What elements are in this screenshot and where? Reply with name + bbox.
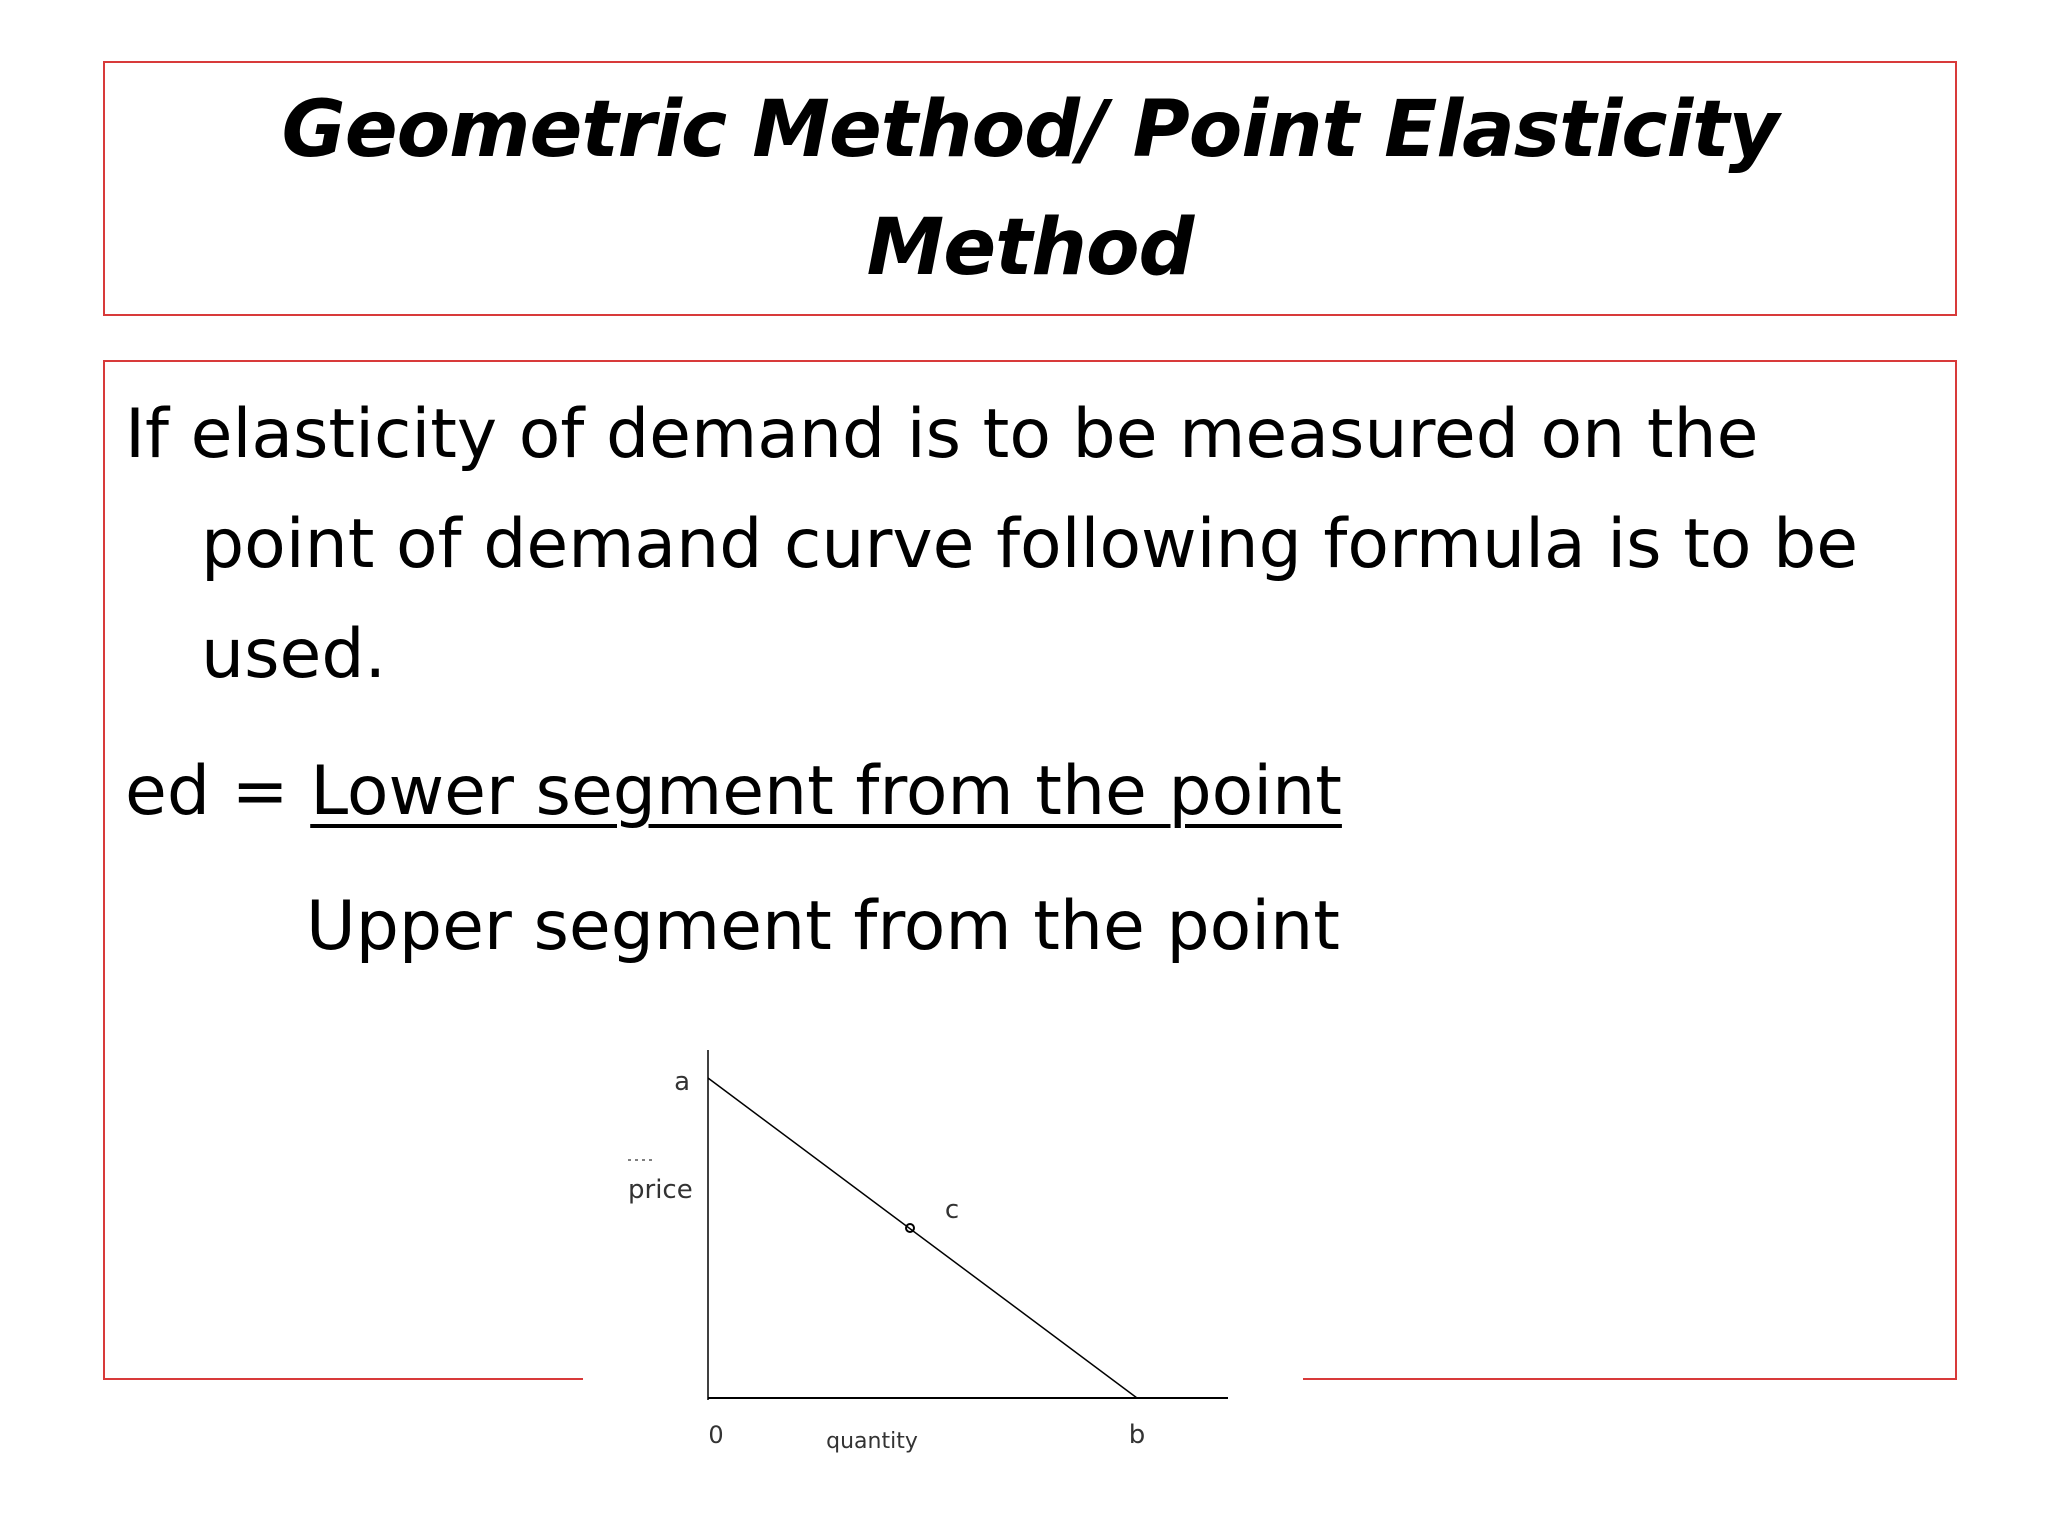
label-point-a: a xyxy=(674,1067,690,1097)
demand-curve-diagram xyxy=(560,1030,1260,1500)
formula-lhs: ed = xyxy=(125,752,311,831)
slide-title: Geometric Method/ Point Elasticity Method xyxy=(281,84,1779,293)
x-axis-label: quantity xyxy=(826,1429,918,1454)
formula-numerator: Lower segment from the point xyxy=(310,752,1342,831)
formula-denominator: Upper segment from the point xyxy=(306,887,1340,966)
title-box xyxy=(103,61,1957,316)
definition-paragraph: If elasticity of demand is to be measured on the point of demand curve following formula is to be used. xyxy=(125,395,1859,694)
label-origin: 0 xyxy=(708,1421,724,1449)
y-axis-label: price xyxy=(628,1175,693,1205)
label-point-c: c xyxy=(944,1195,960,1225)
elasticity-formula xyxy=(125,737,1342,966)
label-point-b: b xyxy=(1128,1420,1146,1450)
demand-line xyxy=(708,1078,1137,1398)
